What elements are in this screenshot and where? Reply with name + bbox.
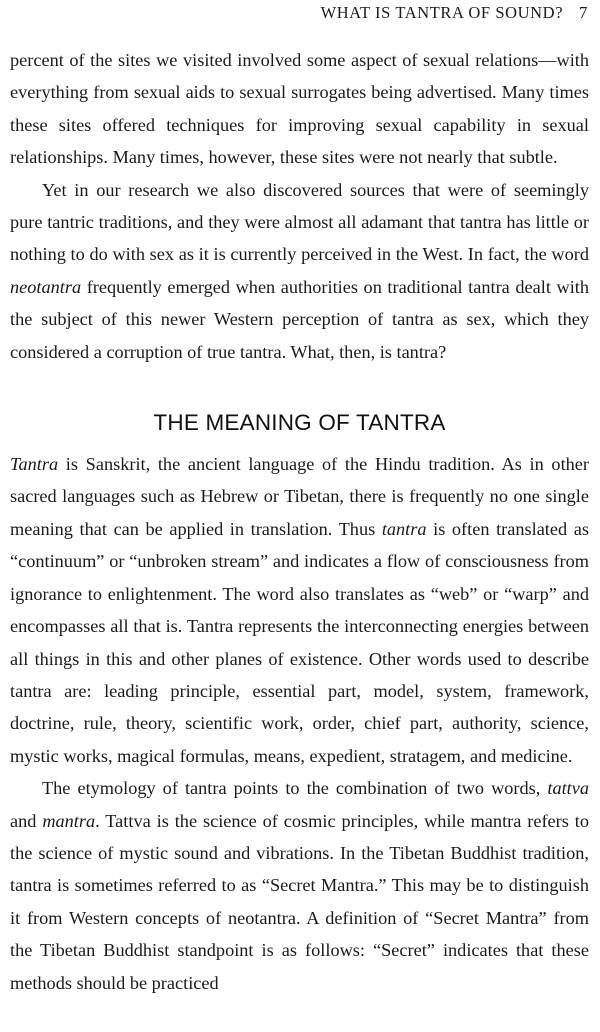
paragraph-2-text-b: frequently emerged when authorities on traditional tantra dealt with the subject of this newer Western perception of tantra as sex, which they considered a corruption of true tantra. What, then, is tantra? [10, 276, 589, 362]
running-title: WHAT IS TANTRA OF SOUND? [320, 3, 564, 22]
paragraph-4 [10, 772, 589, 999]
paragraph-1 [10, 44, 589, 174]
paragraph-3-text-a: is Sanskrit, the ancient language of the Hindu tradition. As in other sacred languages such as Hebrew or Tibetan, there is frequently no one single meaning that can be applied in translation. Thus [10, 454, 589, 539]
section-heading: THE MEANING OF TANTRA [153, 410, 446, 436]
paragraph-4-text-b: and [10, 810, 43, 831]
paragraph-4-text-a: The etymology of tantra points to the combination of two words, [42, 778, 548, 799]
page-number: 7 [579, 3, 588, 22]
paragraph-3-text-b: is often translated as “continuum” or “unbroken stream” and indicates a flow of consciousness from ignorance to enlightenment. The word also translates as “web” or “warp” and encompasses all that is. Tantra represents the interconnecting energies between all things in this and other planes of existence. Other words used to describe tantra are: leading principle, essential part, model, system, framework, doctrine, rule, theory, scientific work, order, chief part, authority, science, mystic works, magical formulas, means, expedient, stratagem, and medicine. [10, 518, 589, 766]
paragraph-4-text-c: . Tattva is the science of cosmic principles, while mantra refers to the science of mystic sound and vibrations. In the Tibetan Buddhist tradition, tantra is sometimes referred to as “Secret Mantra.” This may be to distinguish it from Western concepts of neotantra. A definition of “Secret Mantra” from the Tibetan Buddhist standpoint is as follows: “Secret” indicates that these methods should be practiced [10, 810, 589, 993]
body-text [10, 44, 589, 999]
paragraph-2-text-a: Yet in our research we also discovered sources that were of seemingly pure tantric traditions, and they were almost all adamant that tantra has little or nothing to do with sex as it is currently perceived in the West. In fact, the word [10, 179, 589, 265]
term-tantra-first: Tantra [10, 454, 59, 475]
paragraph-3 [10, 448, 589, 772]
running-header [321, 3, 588, 23]
paragraph-2 [10, 174, 589, 368]
term-mantra: mantra [42, 810, 96, 831]
term-tantra-second: tantra [381, 518, 427, 539]
paragraph-1-text: percent of the sites we visited involved some aspect of sexual relations—with everything from sexual aids to sexual surrogates being advertised. Many times these sites offered techniques for improving sexual capability in sexual relationships. Many times, however, these sites were not nearly that subtle. [10, 50, 589, 168]
term-neotantra: neotantra [10, 276, 82, 297]
term-tattva: tattva [547, 778, 589, 799]
